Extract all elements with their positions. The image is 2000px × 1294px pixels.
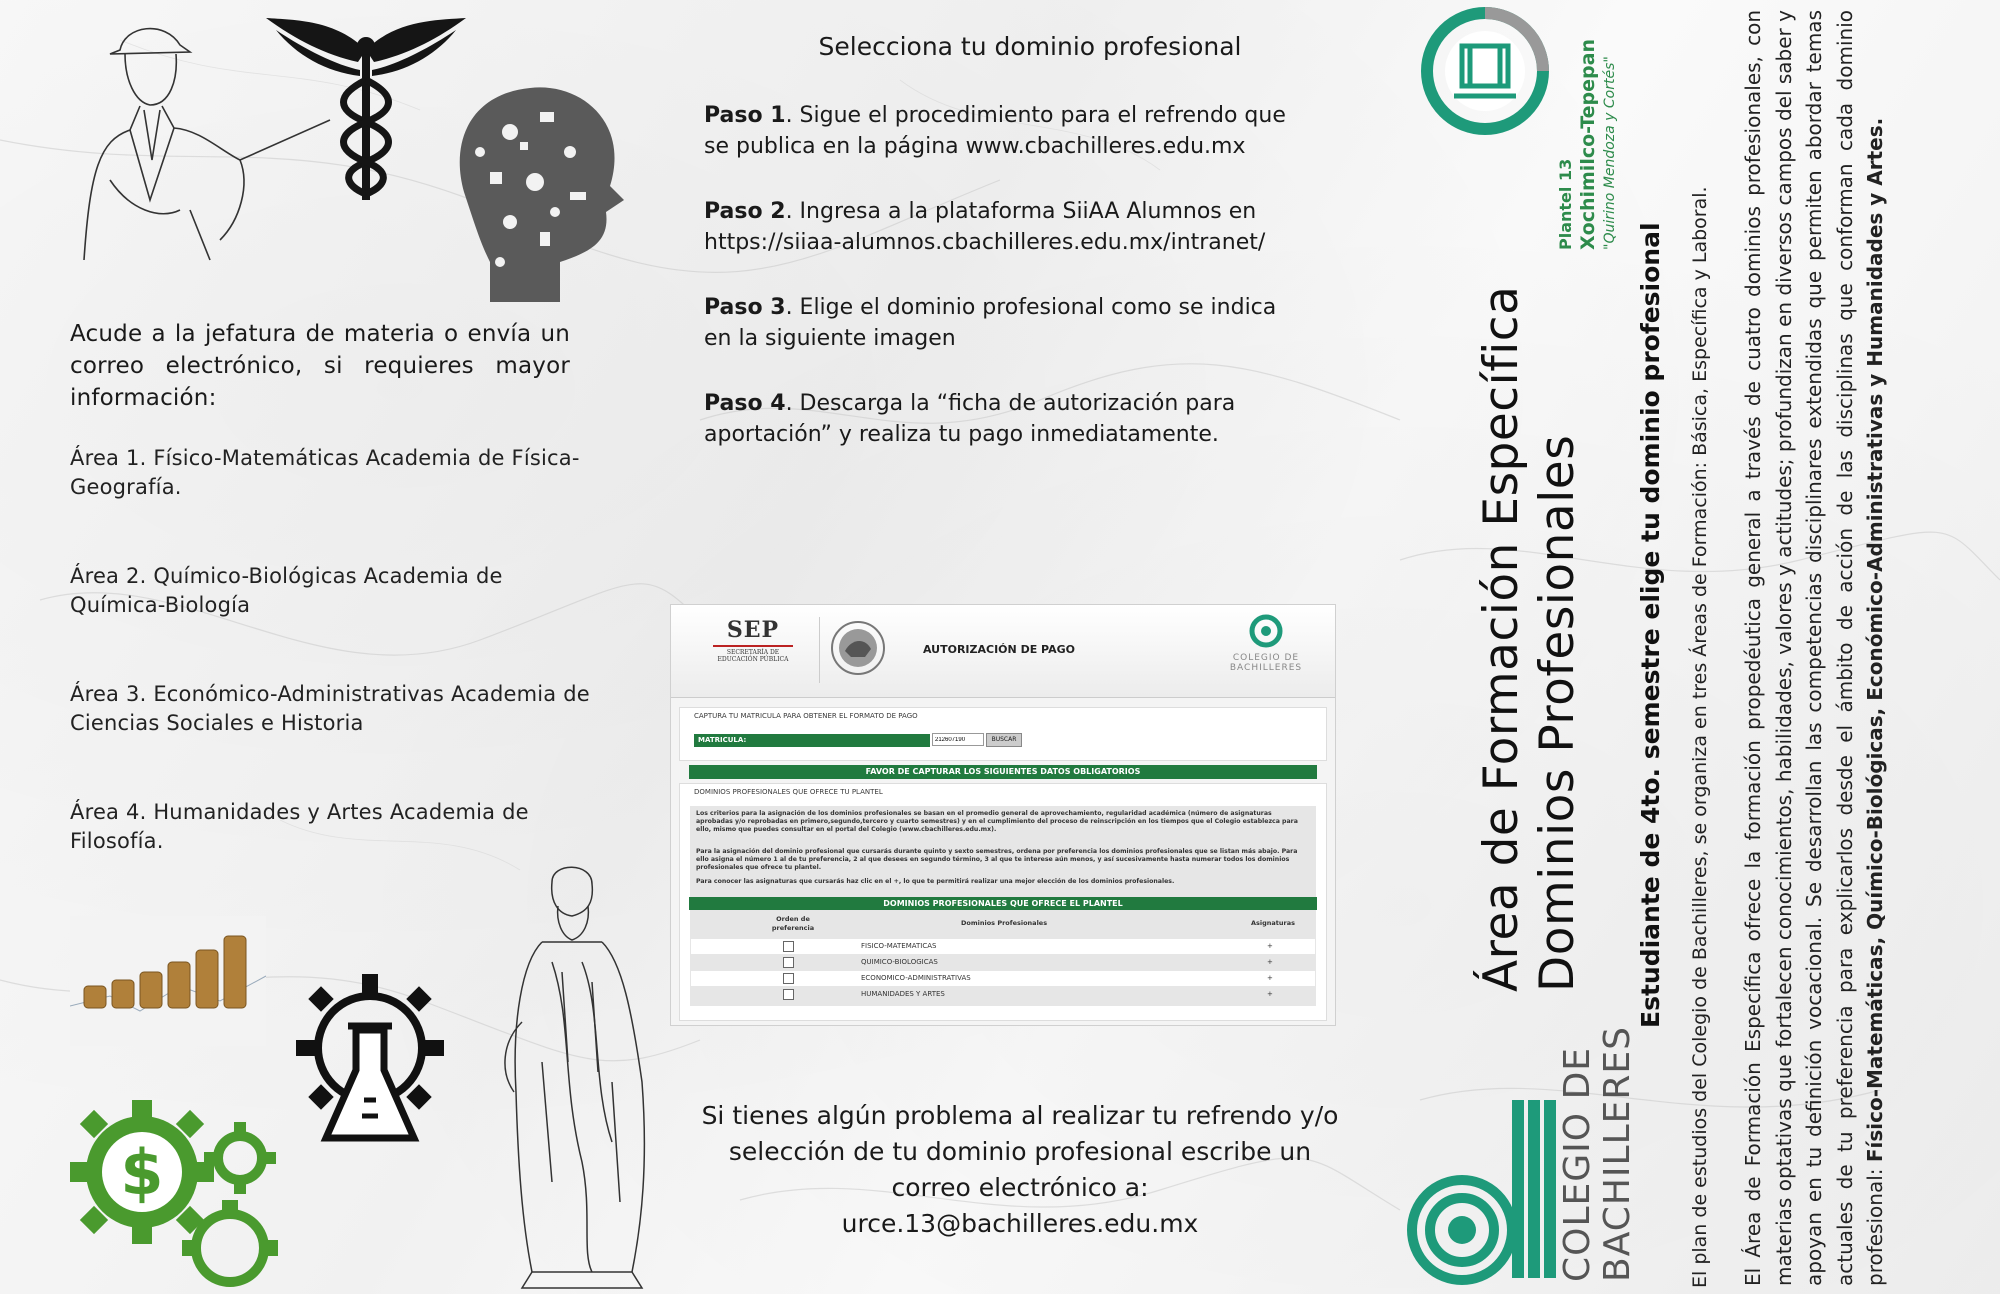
step-2-text: . Ingresa a la plataforma SiiAA Alumnos en https://siiaa-alumnos.cbachilleres.edu.mx/intranet/ <box>704 199 1266 255</box>
main-title <box>1474 286 1586 992</box>
payment-auth-title: AUTORIZACIÓN DE PAGO <box>923 643 1075 656</box>
body-bold-areas: Físico-Matemáticas, Químico-Biológicas, Económico-Administrativas y Humanidades y Artes. <box>1863 117 1887 1163</box>
area-4-text: Área 4. Humanidades y Artes Academia de Filosofía. <box>70 800 529 853</box>
contact-instructions: Acude a la jefatura de materia o envía un correo electrónico, si requieres mayor información: <box>70 321 570 411</box>
step-2-label: Paso 2 <box>704 199 786 224</box>
step-4-text: . Descarga la “ficha de autorización para aportación” y realiza tu pago inmediatamente. <box>704 391 1236 447</box>
area-3-text: Área 3. Económico-Administrativas Academia de Ciencias Sociales e Historia <box>70 682 590 735</box>
col-dominios: Dominios Profesionales <box>961 919 1048 927</box>
table-banner: DOMINIOS PROFESIONALES QUE OFRECE EL PLANTEL <box>689 897 1317 910</box>
capture-label: CAPTURA TU MATRICULA PARA OBTENER EL FORMATO DE PAGO <box>694 712 918 720</box>
knowledge-head-icon <box>440 82 640 312</box>
main-title-line-1: Área de Formación Específica <box>1474 285 1529 992</box>
subtitle: Estudiante de 4to. semestre elige tu dominio profesional <box>1636 222 1665 1028</box>
step-3-text: . Elige el dominio profesional como se indica en la siguiente imagen <box>704 295 1277 351</box>
assignment-paragraph: Para la asignación del dominio profesional que cursarás durante quinto y sexto semestres, ordena por preferencia los dominios profesionales que se listan más abajo. Para ello asigna el número 1 al de tu preferencia, 2 al que desees en segundo término, 3 al que te interese aún menos, y así sucesivamente hasta numerar todos los dominios profesionales que ofrece tu plantel. <box>696 848 1298 871</box>
sep-logo-text: SEP <box>726 617 780 643</box>
col-order: Orden de preferencia <box>771 915 815 932</box>
plantel-logo-icon <box>1420 6 1550 136</box>
colegio-wordmark <box>1558 1026 1638 1282</box>
step-4 <box>704 388 1304 450</box>
matricula-label: MATRICULA: <box>694 734 930 747</box>
svg-text:$: $ <box>120 1136 164 1209</box>
step-3-label: Paso 3 <box>704 295 786 320</box>
colegio-logo-icon <box>1406 1174 1522 1286</box>
buscar-button[interactable]: BUSCAR <box>986 733 1022 747</box>
left-panel <box>0 0 660 1294</box>
subjects-paragraph: Para conocer las asignaturas que cursarás haz clic en el +, lo que te permitirá realizar una mejor elección de los dominios profesionales. <box>696 878 1175 885</box>
coins-photo <box>70 916 266 1046</box>
plantel-name <box>1556 39 1620 250</box>
section-title: Selecciona tu dominio profesional <box>818 32 1242 61</box>
middle-panel <box>660 0 1400 1294</box>
gear-flask-icon <box>292 970 448 1146</box>
right-panel <box>1400 0 2000 1294</box>
help-text: Si tienes algún problema al realizar tu refrendo y/o selección de tu dominio profesional escribe un correo electrónico a: <box>701 1101 1339 1202</box>
dominio-name: ECONOMICO-ADMINISTRATIVAS <box>861 974 971 982</box>
philosopher-statue-illustration <box>492 862 662 1294</box>
colegio-line-1: COLEGIO DE <box>1557 1046 1598 1282</box>
expand-plus-icon[interactable]: + <box>1267 958 1273 966</box>
caduceus-icon <box>266 10 466 210</box>
cb-small-sub-1: COLEGIO DE <box>1232 653 1300 663</box>
criteria-paragraph: Los criterios para la asignación de los dominios profesionales se basan en el promedio general de aprovechamiento, regularidad académica (número de asignaturas aprobadas y/o reprobadas en primero,segundo,tercero y cuarto semestres) y en el cumplimiento del proceso de reinscripción en los tiempos que el Colegio establezca para ello, mismo que puedes consultar en el portal del Colegio (www.cbachilleres.edu.mx). <box>696 810 1298 833</box>
area-2-text: Área 2. Químico-Biológicas Academia de Química-Biología <box>70 564 503 617</box>
help-message <box>700 1098 1340 1242</box>
step-2 <box>704 196 1304 258</box>
col-asignaturas: Asignaturas <box>1251 919 1295 927</box>
colegio-logo-bars-icon <box>1512 1100 1558 1278</box>
area-1-text: Área 1. Físico-Matemáticas Academia de Física-Geografía. <box>70 446 580 499</box>
body-paragraph <box>1738 10 1891 1286</box>
step-3 <box>704 292 1304 354</box>
dominios-label: DOMINIOS PROFESIONALES QUE OFRECE TU PLANTEL <box>694 788 883 796</box>
body-text: El Área de Formación Específica ofrece la formación propedéutica general a través de cuatro dominios profesionales, con materias optativas que fortalecen conocimientos, habilidades, valores y actitudes; profundizan en diversos campos del saber y apoyan en tu definición vocacional. Se desarrollan las competencias disciplinares extendidas que permiten abordar temas actuales de tu preferencia para explicarlos desde el ámbito de acción de las disciplinas que conforman cada dominio profesional: <box>1741 10 1887 1286</box>
plan-description: El plan de estudios del Colegio de Bachilleres, se organiza en tres Áreas de Formación: Básica, Específica y Laboral. <box>1689 186 1711 1288</box>
step-1 <box>704 100 1304 162</box>
sep-sub-2: EDUCACIÓN PÚBLICA <box>717 656 789 663</box>
expand-plus-icon[interactable]: + <box>1267 990 1273 998</box>
help-email[interactable]: urce.13@bachilleres.edu.mx <box>841 1209 1199 1238</box>
dominio-name: HUMANIDADES Y ARTES <box>861 990 945 998</box>
dominio-name: QUIMICO-BIOLOGICAS <box>861 958 938 966</box>
step-1-text: . Sigue el procedimiento para el refrendo que se publica en la página www.cbachilleres.edu.mx <box>704 103 1286 159</box>
main-title-line-2: Dominios Profesionales <box>1530 434 1585 992</box>
expand-plus-icon[interactable]: + <box>1267 942 1273 950</box>
cb-small-sub-2: BACHILLERES <box>1229 663 1303 673</box>
colegio-line-2: BACHILLERES <box>1597 1026 1638 1282</box>
plantel-line-1: Plantel 13 <box>1556 158 1575 250</box>
required-fields-banner: FAVOR DE CAPTURAR LOS SIGUIENTES DATOS OBLIGATORIOS <box>689 765 1317 779</box>
step-1-label: Paso 1 <box>704 103 786 128</box>
dominio-name: FISICO-MATEMATICAS <box>861 942 937 950</box>
plantel-line-2: Xochimilco-Tepepan <box>1577 39 1599 250</box>
plantel-line-3: "Quirino Mendoza y Cortés" <box>1602 56 1618 250</box>
step-4-label: Paso 4 <box>704 391 786 416</box>
sep-sub-1: SECRETARÍA DE <box>726 649 780 656</box>
green-gears-icon <box>70 1100 300 1290</box>
expand-plus-icon[interactable]: + <box>1267 974 1273 982</box>
